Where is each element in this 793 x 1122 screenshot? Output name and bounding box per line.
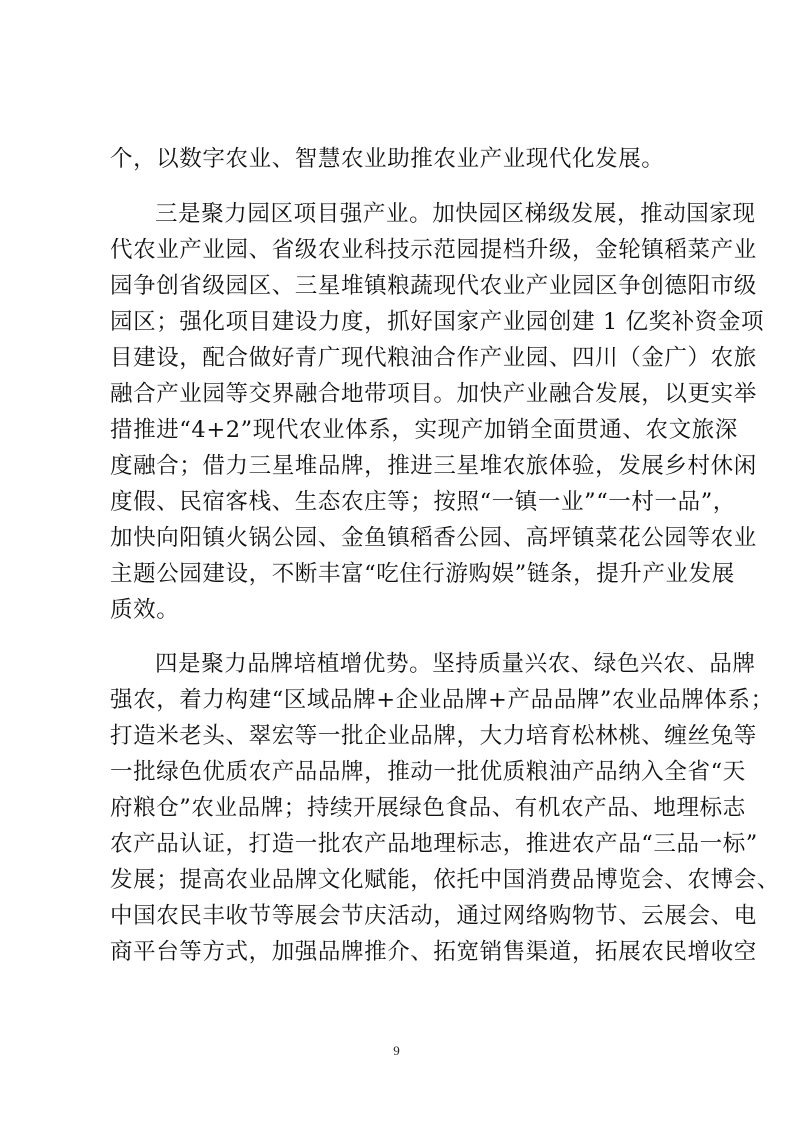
- body-line: 园争创省级园区、三星堆镇粮蔬现代农业产业园区争创德阳市级: [110, 273, 757, 299]
- body-line: 融合产业园等交界融合地带项目。加快产业融合发展，以更实举: [110, 381, 757, 407]
- body-line: 度假、民宿客栈、生态农庄等；按照“一镇一业”“一村一品”，: [110, 489, 736, 515]
- body-line: 商平台等方式，加强品牌推介、拓宽销售渠道，拓展农民增收空: [110, 939, 757, 965]
- paragraph-3-heading-line: 三是聚力园区项目强产业。加快园区梯级发展，推动国家现: [155, 201, 756, 227]
- body-line: 代农业产业园、省级农业科技示范园提档升级，金轮镇稻菜产业: [110, 237, 757, 263]
- body-line: 一批绿色优质农产品品牌，推动一批优质粮油产品纳入全省“天: [110, 759, 746, 785]
- body-line: 措推进“4+2”现代农业体系，实现产加销全面贯通、农文旅深: [110, 417, 738, 443]
- paragraph-4-heading-line: 四是聚力品牌培植增优势。坚持质量兴农、绿色兴农、品牌: [155, 651, 756, 677]
- body-line: 加快向阳镇火锅公园、金鱼镇稻香公园、高坪镇菜花公园等农业: [110, 525, 757, 551]
- body-line: 质效。: [110, 597, 180, 623]
- page-number: 9: [393, 1043, 400, 1058]
- body-line: 农产品认证，打造一批农产品地理标志，推进农产品“三品一标”: [110, 831, 758, 857]
- body-line: 中国农民丰收节等展会节庆活动，通过网络购物节、云展会、电: [110, 903, 757, 929]
- body-line: 主题公园建设，不断丰富“吃住行游购娱”链条，提升产业发展: [110, 561, 735, 587]
- body-line: 强农，着力构建“区域品牌+企业品牌+产品品牌”农业品牌体系；: [110, 687, 774, 713]
- body-line: 发展；提高农业品牌文化赋能，依托中国消费品博览会、农博会、: [110, 867, 780, 893]
- body-line: 打造米老头、翠宏等一批企业品牌，大力培育松林桃、缠丝兔等: [110, 723, 757, 749]
- body-line: 个，以数字农业、智慧农业助推农业产业现代化发展。: [110, 146, 665, 172]
- body-line: 园区；强化项目建设力度，抓好国家产业园创建 1 亿奖补资金项: [110, 309, 765, 335]
- body-line: 目建设，配合做好青广现代粮油合作产业园、四川（金广）农旅: [110, 345, 757, 371]
- body-line: 度融合；借力三星堆品牌，推进三星堆农旅体验，发展乡村休闲: [110, 453, 757, 479]
- body-line: 府粮仓”农业品牌；持续开展绿色食品、有机农产品、地理标志: [110, 795, 746, 821]
